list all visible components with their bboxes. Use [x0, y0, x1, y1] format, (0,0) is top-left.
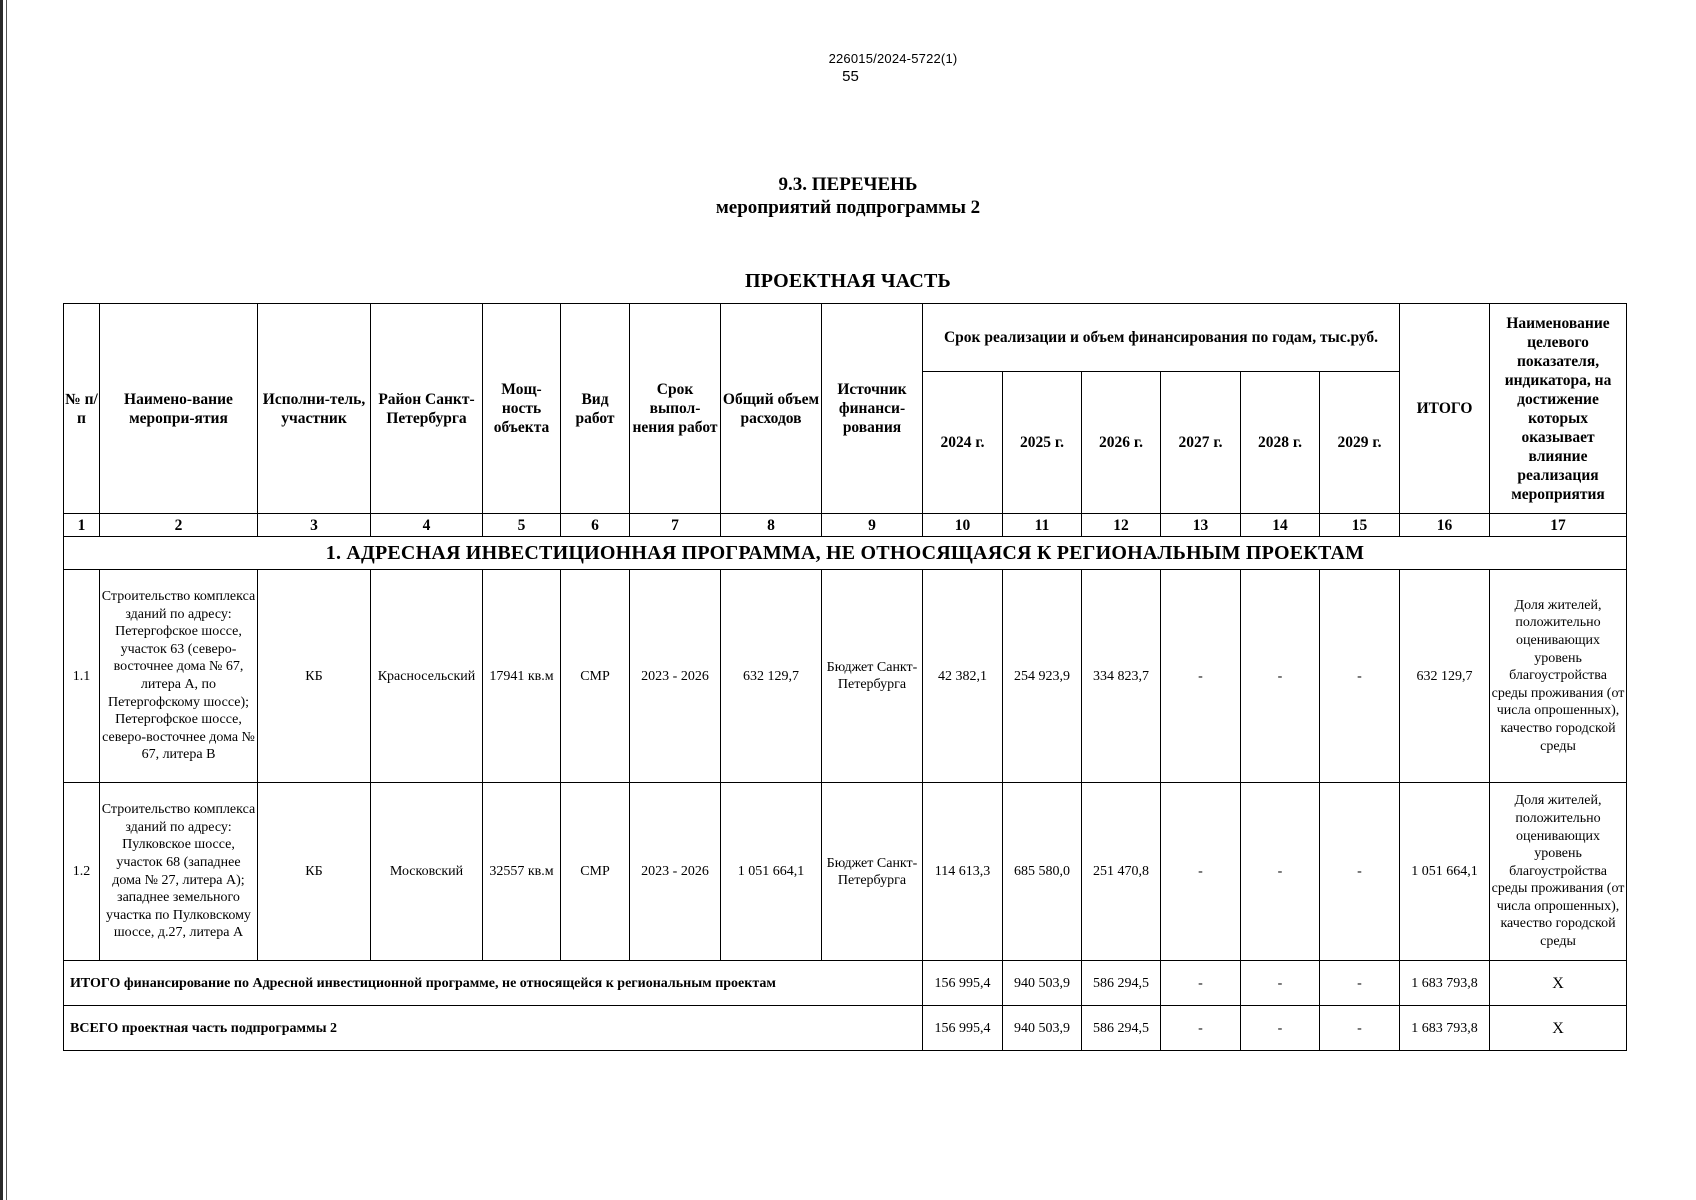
section-heading: 1. АДРЕСНАЯ ИНВЕСТИЦИОННАЯ ПРОГРАММА, НЕ ОТНОСЯЩАЯСЯ К РЕГИОНАЛЬНЫМ ПРОЕКТАМ	[64, 537, 1627, 570]
row-2028: -	[1241, 783, 1320, 961]
row-indicator: Доля жителей, положительно оценивающих уровень благоустройства среды проживания (от числа опрошенных), качество городской среды	[1490, 570, 1627, 783]
row-2025: 685 580,0	[1003, 783, 1082, 961]
column-number: 17	[1490, 514, 1627, 537]
total-row	[64, 961, 1627, 1006]
row-num: 1.2	[64, 783, 100, 961]
total-2028: -	[1241, 961, 1320, 1006]
total-2027: -	[1161, 961, 1241, 1006]
page-number: 55	[842, 68, 859, 85]
total-indicator: X	[1490, 961, 1627, 1006]
header-source: Источник финанси-рования	[822, 304, 923, 514]
header-capacity: Мощ-ность объекта	[483, 304, 561, 514]
column-number: 6	[561, 514, 630, 537]
row-indicator: Доля жителей, положительно оценивающих уровень благоустройства среды проживания (от числа опрошенных), качество городской среды	[1490, 783, 1627, 961]
column-number: 3	[258, 514, 371, 537]
row-district: Красносельский	[371, 570, 483, 783]
header-year-2028: 2028 г.	[1241, 372, 1320, 514]
row-2029: -	[1320, 570, 1400, 783]
row-total-cost: 1 051 664,1	[721, 783, 822, 961]
row-measure-name: Строительство комплекса зданий по адресу: Петергофское шоссе, участок 63 (северо-восточнее дома № 67, литера А, по Петергофскому шоссе); Петергофское шоссе, северо-восточнее дома № 67, литера В	[100, 570, 258, 783]
row-source: Бюджет Санкт-Петербурга	[822, 570, 923, 783]
grand-total-row	[64, 1006, 1627, 1051]
row-num: 1.1	[64, 570, 100, 783]
row-executor: КБ	[258, 783, 371, 961]
grand-total-label: ВСЕГО проектная часть подпрограммы 2	[64, 1006, 923, 1051]
row-2025: 254 923,9	[1003, 570, 1082, 783]
header-indicator: Наименование целевого показателя, индикатора, на достижение которых оказывает влияние реализация мероприятия	[1490, 304, 1627, 514]
table-row	[64, 570, 1627, 783]
column-number: 1	[64, 514, 100, 537]
column-number: 4	[371, 514, 483, 537]
column-number: 16	[1400, 514, 1490, 537]
document-subtitle: мероприятий подпрограммы 2	[715, 197, 981, 218]
header-num: № п/п	[64, 304, 100, 514]
column-number: 14	[1241, 514, 1320, 537]
column-number: 10	[923, 514, 1003, 537]
header-year-2026: 2026 г.	[1082, 372, 1161, 514]
row-2024: 114 613,3	[923, 783, 1003, 961]
grand-total-2029: -	[1320, 1006, 1400, 1051]
grand-total-itogo: 1 683 793,8	[1400, 1006, 1490, 1051]
row-work-type: СМР	[561, 570, 630, 783]
header-year-2027: 2027 г.	[1161, 372, 1241, 514]
total-2026: 586 294,5	[1082, 961, 1161, 1006]
row-period: 2023 - 2026	[630, 783, 721, 961]
column-number-row	[64, 514, 1627, 537]
measures-table	[63, 303, 1627, 1051]
header-work-type: Вид работ	[561, 304, 630, 514]
column-number: 5	[483, 514, 561, 537]
row-2024: 42 382,1	[923, 570, 1003, 783]
total-2024: 156 995,4	[923, 961, 1003, 1006]
registration-number: 226015/2024-5722(1)	[828, 51, 958, 66]
header-year-2025: 2025 г.	[1003, 372, 1082, 514]
column-number: 2	[100, 514, 258, 537]
header-name: Наимено-вание меропри-ятия	[100, 304, 258, 514]
column-number: 13	[1161, 514, 1241, 537]
header-years-group: Срок реализации и объем финансирования по годам, тыс.руб.	[923, 304, 1400, 372]
row-capacity: 32557 кв.м	[483, 783, 561, 961]
grand-total-2026: 586 294,5	[1082, 1006, 1161, 1051]
header-district: Район Санкт-Петербурга	[371, 304, 483, 514]
row-itogo: 1 051 664,1	[1400, 783, 1490, 961]
total-itogo: 1 683 793,8	[1400, 961, 1490, 1006]
column-number: 11	[1003, 514, 1082, 537]
row-source: Бюджет Санкт-Петербурга	[822, 783, 923, 961]
row-2027: -	[1161, 783, 1241, 961]
row-measure-name: Строительство комплекса зданий по адресу: Пулковское шоссе, участок 68 (западнее дома № 27, литера А); западнее земельного участка по Пулковскому шоссе, д.27, литера А	[100, 783, 258, 961]
table-row	[64, 783, 1627, 961]
total-2029: -	[1320, 961, 1400, 1006]
header-year-2024: 2024 г.	[923, 372, 1003, 514]
part-title: ПРОЕКТНАЯ ЧАСТЬ	[745, 270, 951, 292]
header-executor: Исполни-тель, участник	[258, 304, 371, 514]
header-total-cost: Общий объем расходов	[721, 304, 822, 514]
row-capacity: 17941 кв.м	[483, 570, 561, 783]
column-number: 12	[1082, 514, 1161, 537]
grand-total-2028: -	[1241, 1006, 1320, 1051]
row-itogo: 632 129,7	[1400, 570, 1490, 783]
row-district: Московский	[371, 783, 483, 961]
column-number: 15	[1320, 514, 1400, 537]
total-2025: 940 503,9	[1003, 961, 1082, 1006]
row-executor: КБ	[258, 570, 371, 783]
column-number: 9	[822, 514, 923, 537]
column-number: 7	[630, 514, 721, 537]
grand-total-2024: 156 995,4	[923, 1006, 1003, 1051]
row-2026: 334 823,7	[1082, 570, 1161, 783]
grand-total-indicator: X	[1490, 1006, 1627, 1051]
column-number: 8	[721, 514, 822, 537]
row-2027: -	[1161, 570, 1241, 783]
row-2028: -	[1241, 570, 1320, 783]
section-heading-row	[64, 537, 1627, 570]
header-period: Срок выпол-нения работ	[630, 304, 721, 514]
row-period: 2023 - 2026	[630, 570, 721, 783]
row-2029: -	[1320, 783, 1400, 961]
grand-total-2027: -	[1161, 1006, 1241, 1051]
row-total-cost: 632 129,7	[721, 570, 822, 783]
header-year-2029: 2029 г.	[1320, 372, 1400, 514]
row-2026: 251 470,8	[1082, 783, 1161, 961]
document-title: 9.3. ПЕРЕЧЕНЬ	[778, 174, 918, 195]
grand-total-2025: 940 503,9	[1003, 1006, 1082, 1051]
row-work-type: СМР	[561, 783, 630, 961]
total-label: ИТОГО финансирование по Адресной инвестиционной программе, не относящейся к региональным проектам	[64, 961, 923, 1006]
header-itogo: ИТОГО	[1400, 304, 1490, 514]
